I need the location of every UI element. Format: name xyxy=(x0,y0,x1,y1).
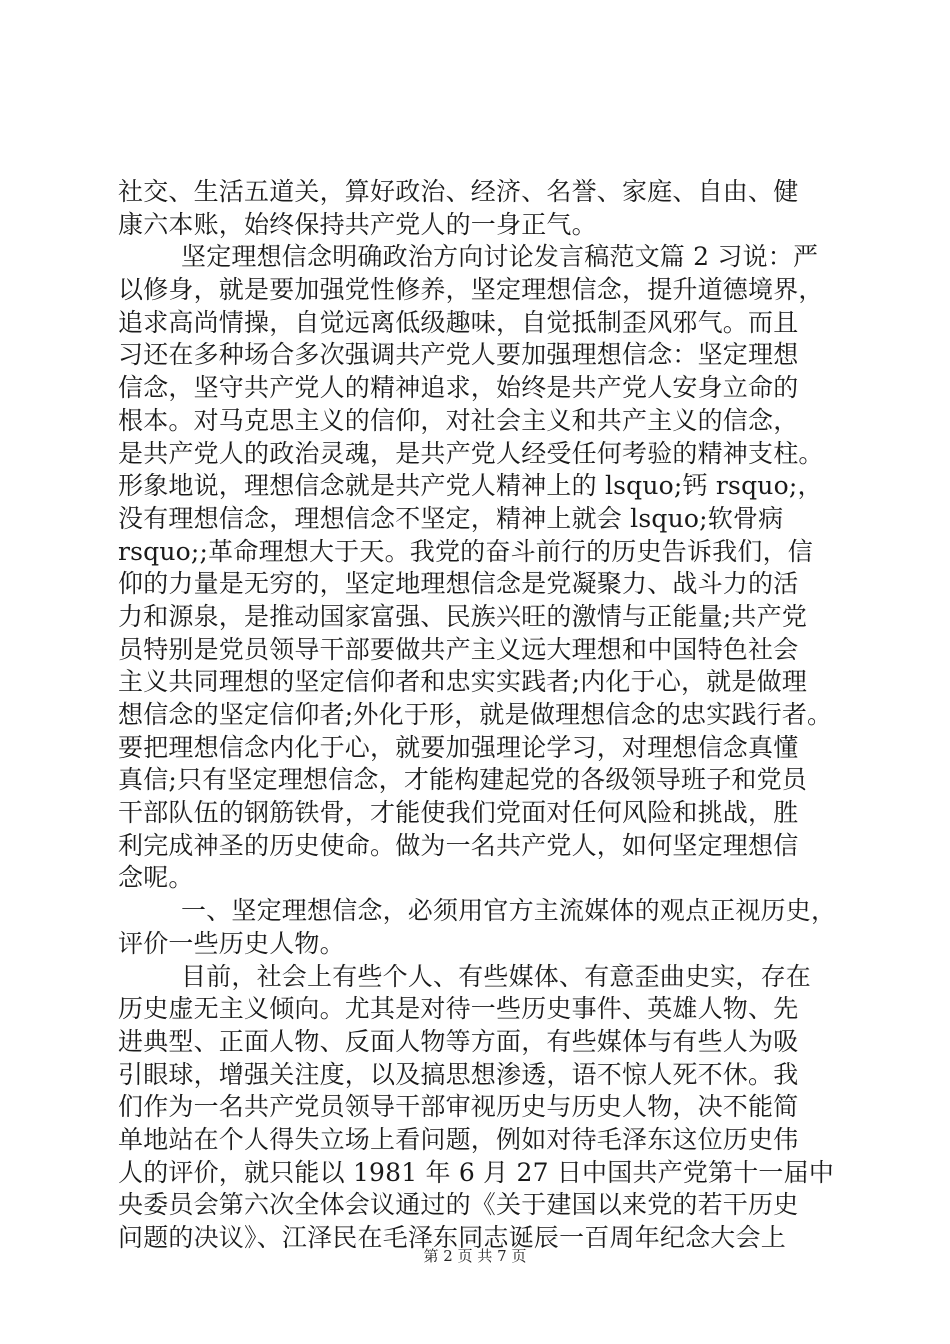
text-line: 追求高尚情操，自觉远离低级趣味，自觉抵制歪风邪气。而且 xyxy=(118,307,799,337)
body-text xyxy=(118,176,838,1255)
text-line: 一、坚定理想信念，必须用官方主流媒体的观点正视历史， xyxy=(181,896,837,926)
text-line: 信念，坚守共产党人的精神追求，始终是共产党人安身立命的 xyxy=(118,373,799,403)
page-footer: 第 2 页 共 7 页 xyxy=(423,1247,527,1265)
text-line: 利完成神圣的历史使命。做为一名共产党人，如何坚定理想信 xyxy=(118,830,799,860)
text-line: 仰的力量是无穷的，坚定地理想信念是党凝聚力、战斗力的活 xyxy=(118,569,799,599)
text-line: 目前，社会上有些个人、有些媒体、有意歪曲史实，存在 xyxy=(181,961,812,991)
text-line: 央委员会第六次全体会议通过的《关于建国以来党的若干历史 xyxy=(118,1190,799,1220)
text-line: 们作为一名共产党员领导干部审视历史与历史人物，决不能简 xyxy=(118,1092,799,1122)
text-line: 想信念的坚定信仰者;外化于形，就是做理想信念的忠实践行者。 xyxy=(118,700,833,729)
text-line: 引眼球，增强关注度，以及搞思想渗透，语不惊人死不休。我 xyxy=(118,1059,799,1089)
text-line: 念呢。 xyxy=(118,863,194,893)
text-line: 历史虚无主义倾向。尤其是对待一些历史事件、英雄人物、先 xyxy=(118,994,799,1024)
text-line: 坚定理想信念明确政治方向讨论发言稿范文篇 2 习说：严 xyxy=(181,242,819,272)
text-line: rsquo;;革命理想大于天。我党的奋斗前行的历史告诉我们，信 xyxy=(118,536,813,566)
text-line: 习还在多种场合多次强调共产党人要加强理想信念：坚定理想 xyxy=(118,340,799,370)
text-line: 以修身，就是要加强党性修养，坚定理想信念，提升道德境界， xyxy=(118,275,824,305)
text-line: 单地站在个人得失立场上看问题，例如对待毛泽东这位历史伟 xyxy=(118,1124,799,1154)
text-line: 真信;只有坚定理想信念，才能构建起党的各级领导班子和党员 xyxy=(118,765,808,795)
text-line: 是共产党人的政治灵魂，是共产党人经受任何考验的精神支柱。 xyxy=(118,438,824,468)
text-line: 干部队伍的钢筋铁骨，才能使我们党面对任何风险和挑战，胜 xyxy=(118,798,799,828)
text-line: 进典型、正面人物、反面人物等方面，有些媒体与有些人为吸 xyxy=(118,1026,799,1056)
text-line: 没有理想信念，理想信念不坚定，精神上就会 lsquo;软骨病 xyxy=(118,503,784,533)
text-line: 要把理想信念内化于心，就要加强理论学习，对理想信念真懂 xyxy=(118,732,799,762)
text-line: 问题的决议》、江泽民在毛泽东同志诞辰一百周年纪念大会上 xyxy=(118,1223,786,1252)
text-line: 社交、生活五道关，算好政治、经济、名誉、家庭、自由、健 xyxy=(118,177,799,206)
text-line: 员特别是党员领导干部要做共产主义远大理想和中国特色社会 xyxy=(118,634,799,664)
text-line: 人的评价，就只能以 1981 年 6 月 27 日中国共产党第十一届中 xyxy=(118,1157,835,1187)
text-line: 形象地说，理想信念就是共产党人精神上的 lsquo;钙 rsquo;， xyxy=(118,471,823,501)
text-line: 主义共同理想的坚定信仰者和忠实实践者;内化于心，就是做理 xyxy=(118,667,808,697)
text-line: 根本。对马克思主义的信仰，对社会主义和共产主义的信念， xyxy=(118,405,799,435)
text-line: 评价一些历史人物。 xyxy=(118,928,345,958)
text-line: 康六本账，始终保持共产党人的一身正气。 xyxy=(118,209,597,239)
text-line: 力和源泉，是推动国家富强、民族兴旺的激情与正能量;共产党 xyxy=(118,601,808,631)
